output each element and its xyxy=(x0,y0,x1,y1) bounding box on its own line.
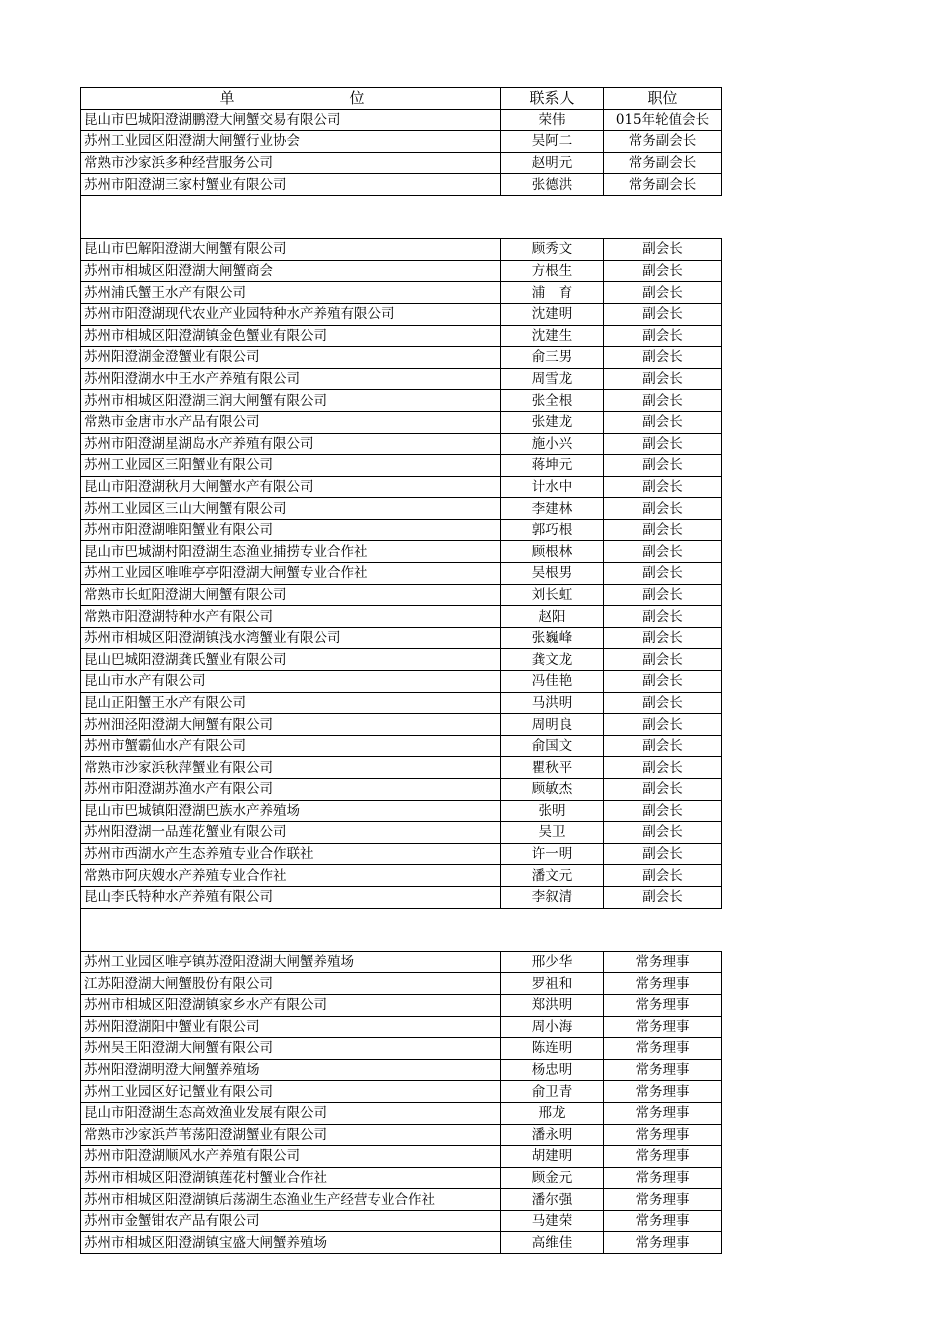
position-cell: 副会长 xyxy=(604,519,722,541)
member-row xyxy=(81,347,722,369)
unit-cell: 苏州市相城区阳澄湖镇莲花村蟹业合作社 xyxy=(81,1167,501,1189)
member-row xyxy=(81,1038,722,1060)
position-cell: 常务理事 xyxy=(604,1124,722,1146)
position-cell: 副会长 xyxy=(604,282,722,304)
unit-cell: 苏州浦氏蟹王水产有限公司 xyxy=(81,282,501,304)
contact-cell: 李叙清 xyxy=(501,886,604,908)
member-row xyxy=(81,627,722,649)
contact-cell: 龚文龙 xyxy=(501,649,604,671)
unit-cell: 苏州阳澄湖明澄大闸蟹养殖场 xyxy=(81,1059,501,1081)
position-cell: 副会长 xyxy=(604,800,722,822)
contact-cell: 张全根 xyxy=(501,390,604,412)
member-row xyxy=(81,757,722,779)
unit-cell: 苏州市蟹霸仙水产有限公司 xyxy=(81,735,501,757)
member-row xyxy=(81,152,722,174)
spacer-row xyxy=(81,908,722,951)
position-cell: 常务理事 xyxy=(604,994,722,1016)
position-cell: 常务理事 xyxy=(604,1167,722,1189)
member-row xyxy=(81,714,722,736)
contact-cell: 俞三男 xyxy=(501,347,604,369)
unit-cell: 常熟市沙家浜秋萍蟹业有限公司 xyxy=(81,757,501,779)
unit-cell: 苏州市阳澄湖苏渔水产有限公司 xyxy=(81,779,501,801)
member-row xyxy=(81,843,722,865)
position-cell: 副会长 xyxy=(604,368,722,390)
position-cell: 副会长 xyxy=(604,584,722,606)
contact-cell: 郑洪明 xyxy=(501,994,604,1016)
position-cell: 常务理事 xyxy=(604,1102,722,1124)
contact-cell: 潘文元 xyxy=(501,865,604,887)
contact-cell: 计水中 xyxy=(501,476,604,498)
unit-cell: 苏州市阳澄湖三家村蟹业有限公司 xyxy=(81,174,501,196)
position-cell: 副会长 xyxy=(604,822,722,844)
spacer-cell xyxy=(501,195,604,238)
member-row xyxy=(81,973,722,995)
contact-cell: 赵明元 xyxy=(501,152,604,174)
position-cell: 常务理事 xyxy=(604,1210,722,1232)
unit-cell: 昆山市巴城湖村阳澄湖生态渔业捕捞专业合作社 xyxy=(81,541,501,563)
member-row xyxy=(81,541,722,563)
unit-cell: 昆山市巴城阳澄湖鹏澄大闸蟹交易有限公司 xyxy=(81,109,501,131)
header-position: 职位 xyxy=(604,88,722,110)
contact-cell: 周小海 xyxy=(501,1016,604,1038)
unit-cell: 常熟市金唐市水产品有限公司 xyxy=(81,411,501,433)
header-unit xyxy=(81,88,501,110)
member-row xyxy=(81,1167,722,1189)
contact-cell: 杨忠明 xyxy=(501,1059,604,1081)
member-row xyxy=(81,800,722,822)
member-row xyxy=(81,735,722,757)
member-row xyxy=(81,109,722,131)
unit-cell: 昆山市巴城镇阳澄湖巴族水产养殖场 xyxy=(81,800,501,822)
member-row xyxy=(81,1016,722,1038)
position-cell: 副会长 xyxy=(604,455,722,477)
position-cell: 副会长 xyxy=(604,476,722,498)
member-row xyxy=(81,174,722,196)
position-cell: 副会长 xyxy=(604,498,722,520)
contact-cell: 郭巧根 xyxy=(501,519,604,541)
unit-cell: 昆山市阳澄湖秋月大闸蟹水产有限公司 xyxy=(81,476,501,498)
unit-cell: 昆山市水产有限公司 xyxy=(81,671,501,693)
header-unit-char-2: 位 xyxy=(349,89,365,108)
spacer-cell xyxy=(604,908,722,951)
position-cell: 常务理事 xyxy=(604,1016,722,1038)
member-row xyxy=(81,498,722,520)
contact-cell: 沈建明 xyxy=(501,303,604,325)
contact-cell: 冯佳艳 xyxy=(501,671,604,693)
member-row xyxy=(81,671,722,693)
contact-cell: 周明良 xyxy=(501,714,604,736)
member-row xyxy=(81,606,722,628)
unit-cell: 苏州工业园区三山大闸蟹有限公司 xyxy=(81,498,501,520)
contact-cell: 吴阿二 xyxy=(501,131,604,153)
unit-cell: 常熟市阿庆嫂水产养殖专业合作社 xyxy=(81,865,501,887)
position-cell: 常务理事 xyxy=(604,1146,722,1168)
contact-cell: 顾根林 xyxy=(501,541,604,563)
position-cell: 副会长 xyxy=(604,843,722,865)
unit-cell: 苏州吴王阳澄湖大闸蟹有限公司 xyxy=(81,1038,501,1060)
position-cell: 常务理事 xyxy=(604,973,722,995)
contact-cell: 胡建明 xyxy=(501,1146,604,1168)
member-row xyxy=(81,239,722,261)
position-cell: 015年轮值会长 xyxy=(604,109,722,131)
position-cell: 副会长 xyxy=(604,239,722,261)
member-row xyxy=(81,822,722,844)
unit-cell: 苏州市阳澄湖唯阳蟹业有限公司 xyxy=(81,519,501,541)
contact-cell: 邢龙 xyxy=(501,1102,604,1124)
position-cell: 副会长 xyxy=(604,303,722,325)
unit-cell: 昆山市巴解阳澄湖大闸蟹有限公司 xyxy=(81,239,501,261)
contact-cell: 荣伟 xyxy=(501,109,604,131)
member-row xyxy=(81,1210,722,1232)
member-row xyxy=(81,476,722,498)
contact-cell: 潘尔强 xyxy=(501,1189,604,1211)
contact-cell: 瞿秋平 xyxy=(501,757,604,779)
unit-cell: 苏州市阳澄湖星湖岛水产养殖有限公司 xyxy=(81,433,501,455)
contact-cell: 马洪明 xyxy=(501,692,604,714)
member-row xyxy=(81,1081,722,1103)
contact-cell: 许一明 xyxy=(501,843,604,865)
member-row xyxy=(81,455,722,477)
position-cell: 副会长 xyxy=(604,411,722,433)
unit-cell: 昆山正阳蟹王水产有限公司 xyxy=(81,692,501,714)
position-cell: 副会长 xyxy=(604,649,722,671)
unit-cell: 苏州沺泾阳澄湖大闸蟹有限公司 xyxy=(81,714,501,736)
contact-cell: 沈建生 xyxy=(501,325,604,347)
spacer-cell xyxy=(81,195,501,238)
member-row xyxy=(81,433,722,455)
spacer-cell xyxy=(501,908,604,951)
contact-cell: 方根生 xyxy=(501,260,604,282)
member-row xyxy=(81,649,722,671)
unit-cell: 苏州阳澄湖金澄蟹业有限公司 xyxy=(81,347,501,369)
position-cell: 副会长 xyxy=(604,757,722,779)
member-row xyxy=(81,886,722,908)
position-cell: 常务副会长 xyxy=(604,152,722,174)
member-row xyxy=(81,411,722,433)
position-cell: 副会长 xyxy=(604,390,722,412)
header-contact: 联系人 xyxy=(501,88,604,110)
header-row xyxy=(81,88,722,110)
unit-cell: 苏州工业园区唯亭镇苏澄阳澄湖大闸蟹养殖场 xyxy=(81,951,501,973)
position-cell: 副会长 xyxy=(604,779,722,801)
contact-cell: 张德洪 xyxy=(501,174,604,196)
contact-cell: 刘长虹 xyxy=(501,584,604,606)
position-cell: 常务理事 xyxy=(604,1059,722,1081)
contact-cell: 浦 育 xyxy=(501,282,604,304)
unit-cell: 苏州市相城区阳澄湖大闸蟹商会 xyxy=(81,260,501,282)
member-row xyxy=(81,131,722,153)
position-cell: 常务理事 xyxy=(604,1081,722,1103)
unit-cell: 苏州工业园区唯唯亭亭阳澄湖大闸蟹专业合作社 xyxy=(81,563,501,585)
unit-cell: 苏州工业园区阳澄湖大闸蟹行业协会 xyxy=(81,131,501,153)
position-cell: 副会长 xyxy=(604,563,722,585)
member-row xyxy=(81,584,722,606)
position-cell: 常务副会长 xyxy=(604,174,722,196)
unit-cell: 苏州工业园区三阳蟹业有限公司 xyxy=(81,455,501,477)
contact-cell: 李建林 xyxy=(501,498,604,520)
position-cell: 副会长 xyxy=(604,541,722,563)
position-cell: 常务理事 xyxy=(604,1232,722,1254)
member-table xyxy=(80,87,722,1254)
contact-cell: 周雪龙 xyxy=(501,368,604,390)
contact-cell: 俞国文 xyxy=(501,735,604,757)
spacer-cell xyxy=(604,195,722,238)
member-row xyxy=(81,1189,722,1211)
unit-cell: 苏州阳澄湖水中王水产养殖有限公司 xyxy=(81,368,501,390)
position-cell: 常务理事 xyxy=(604,1189,722,1211)
position-cell: 副会长 xyxy=(604,692,722,714)
contact-cell: 马建荣 xyxy=(501,1210,604,1232)
contact-cell: 张巍峰 xyxy=(501,627,604,649)
position-cell: 副会长 xyxy=(604,260,722,282)
contact-cell: 俞卫青 xyxy=(501,1081,604,1103)
contact-cell: 顾秀文 xyxy=(501,239,604,261)
contact-cell: 吴卫 xyxy=(501,822,604,844)
member-row xyxy=(81,519,722,541)
contact-cell: 罗祖和 xyxy=(501,973,604,995)
unit-cell: 昆山市阳澄湖生态高效渔业发展有限公司 xyxy=(81,1102,501,1124)
member-row xyxy=(81,282,722,304)
contact-cell: 顾金元 xyxy=(501,1167,604,1189)
unit-cell: 苏州阳澄湖阳中蟹业有限公司 xyxy=(81,1016,501,1038)
contact-cell: 潘永明 xyxy=(501,1124,604,1146)
member-row xyxy=(81,260,722,282)
unit-cell: 常熟市阳澄湖特种水产有限公司 xyxy=(81,606,501,628)
member-row xyxy=(81,1124,722,1146)
position-cell: 副会长 xyxy=(604,433,722,455)
member-row xyxy=(81,951,722,973)
contact-cell: 陈连明 xyxy=(501,1038,604,1060)
member-row xyxy=(81,1146,722,1168)
member-row xyxy=(81,368,722,390)
unit-cell: 苏州市阳澄湖现代农业产业园特种水产养殖有限公司 xyxy=(81,303,501,325)
position-cell: 副会长 xyxy=(604,735,722,757)
header-unit-char-1: 单 xyxy=(219,89,235,108)
position-cell: 副会长 xyxy=(604,347,722,369)
unit-cell: 苏州市金蟹钳农产品有限公司 xyxy=(81,1210,501,1232)
unit-cell: 昆山李氏特种水产养殖有限公司 xyxy=(81,886,501,908)
position-cell: 副会长 xyxy=(604,865,722,887)
member-row xyxy=(81,1102,722,1124)
spacer-row xyxy=(81,195,722,238)
contact-cell: 顾敏杰 xyxy=(501,779,604,801)
unit-cell: 昆山巴城阳澄湖龚氏蟹业有限公司 xyxy=(81,649,501,671)
member-row xyxy=(81,1232,722,1254)
unit-cell: 苏州市相城区阳澄湖镇家乡水产有限公司 xyxy=(81,994,501,1016)
position-cell: 副会长 xyxy=(604,627,722,649)
member-row xyxy=(81,779,722,801)
position-cell: 副会长 xyxy=(604,886,722,908)
unit-cell: 苏州市相城区阳澄湖镇宝盛大闸蟹养殖场 xyxy=(81,1232,501,1254)
unit-cell: 苏州市相城区阳澄湖镇浅水湾蟹业有限公司 xyxy=(81,627,501,649)
member-row xyxy=(81,1059,722,1081)
unit-cell: 常熟市沙家浜多种经营服务公司 xyxy=(81,152,501,174)
contact-cell: 张明 xyxy=(501,800,604,822)
spacer-cell xyxy=(81,908,501,951)
member-row xyxy=(81,325,722,347)
contact-cell: 赵阳 xyxy=(501,606,604,628)
unit-cell: 苏州市相城区阳澄湖镇后荡湖生态渔业生产经营专业合作社 xyxy=(81,1189,501,1211)
member-row xyxy=(81,390,722,412)
unit-cell: 苏州市阳澄湖顺风水产养殖有限公司 xyxy=(81,1146,501,1168)
position-cell: 常务理事 xyxy=(604,1038,722,1060)
contact-cell: 吴根男 xyxy=(501,563,604,585)
position-cell: 副会长 xyxy=(604,671,722,693)
position-cell: 副会长 xyxy=(604,325,722,347)
member-row xyxy=(81,994,722,1016)
unit-cell: 常熟市沙家浜芦苇荡阳澄湖蟹业有限公司 xyxy=(81,1124,501,1146)
unit-cell: 苏州阳澄湖一品莲花蟹业有限公司 xyxy=(81,822,501,844)
member-row xyxy=(81,692,722,714)
unit-cell: 常熟市长虹阳澄湖大闸蟹有限公司 xyxy=(81,584,501,606)
member-row xyxy=(81,865,722,887)
position-cell: 副会长 xyxy=(604,606,722,628)
member-row xyxy=(81,563,722,585)
contact-cell: 张建龙 xyxy=(501,411,604,433)
unit-cell: 苏州市相城区阳澄湖镇金色蟹业有限公司 xyxy=(81,325,501,347)
unit-cell: 苏州市相城区阳澄湖三润大闸蟹有限公司 xyxy=(81,390,501,412)
contact-cell: 施小兴 xyxy=(501,433,604,455)
contact-cell: 高维佳 xyxy=(501,1232,604,1254)
unit-cell: 苏州市西湖水产生态养殖专业合作联社 xyxy=(81,843,501,865)
member-row xyxy=(81,303,722,325)
unit-cell: 苏州工业园区好记蟹业有限公司 xyxy=(81,1081,501,1103)
unit-cell: 江苏阳澄湖大闸蟹股份有限公司 xyxy=(81,973,501,995)
position-cell: 常务理事 xyxy=(604,951,722,973)
contact-cell: 邢少华 xyxy=(501,951,604,973)
contact-cell: 蒋坤元 xyxy=(501,455,604,477)
position-cell: 常务副会长 xyxy=(604,131,722,153)
position-cell: 副会长 xyxy=(604,714,722,736)
